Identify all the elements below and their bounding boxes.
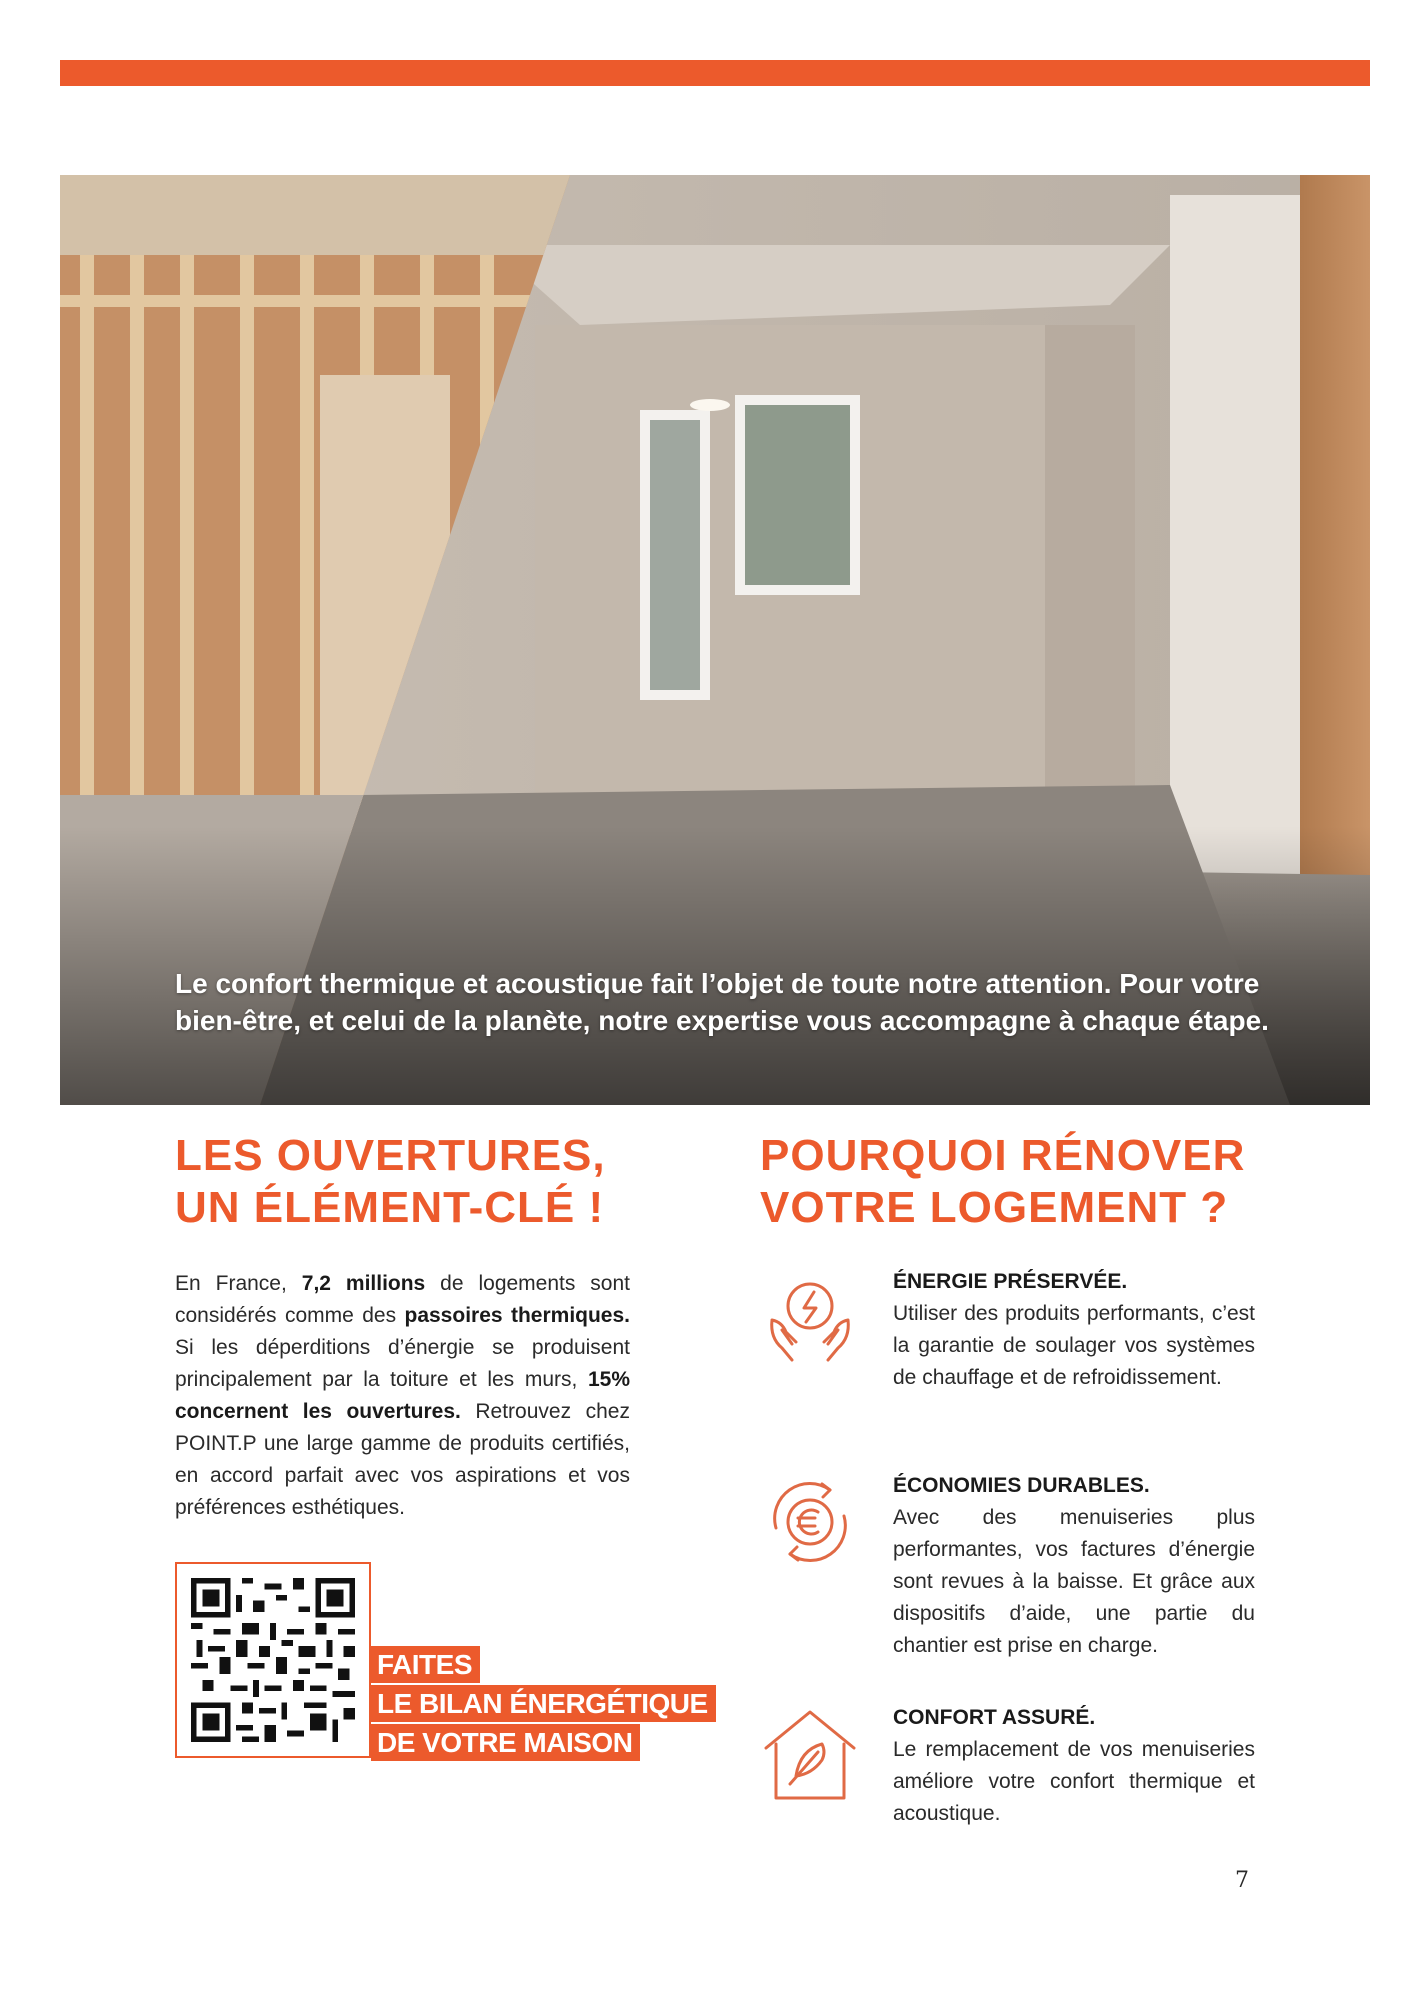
label-line: LE BILAN ÉNERGÉTIQUE [371,1685,716,1722]
house-feather-icon [760,1704,860,1804]
label-line: FAITES [371,1646,480,1683]
hero-image [60,175,1370,1105]
top-accent-bar [60,60,1370,86]
benefit-title: CONFORT ASSURÉ. [893,1706,1096,1729]
page-number: 7 [1235,1868,1249,1893]
benefit-title: ÉCONOMIES DURABLES. [893,1474,1150,1497]
intro-bold-run: 15% concernent les ouvertures. [175,1368,630,1423]
energy-audit-label[interactable] [371,1646,716,1763]
qr-code-icon [191,1578,355,1742]
benefit-text: Utiliser des produits performants, c’est la garantie de soulager vos systèmes de chauffage et de refroidissement. [893,1302,1255,1389]
hero-caption: Le confort thermique et acoustique fait l’objet de toute notre attention. Pour votre bien-être, et celui de la planète, notre expertise vous accompagne à chaque étape. [175,968,1269,1036]
intro-text-run: Si les déperditions d’énergie se produisent principalement par la toiture et les murs, [175,1336,630,1391]
heading-line: POURQUOI RÉNOVER [760,1131,1246,1180]
energy-hands-icon [760,1268,860,1368]
intro-bold-run: 7,2 millions [301,1272,426,1295]
benefit-text: Le remplacement de vos menuiseries améliore votre confort thermique et acoustique. [893,1738,1255,1825]
euro-cycle-icon [760,1472,860,1572]
benefit-text: Avec des menuiseries plus performantes, vos factures d’énergie sont revues à la baisse. Et grâce aux dispositifs d’aide, une partie du chantier est prise en charge. [893,1506,1255,1657]
openings-intro-text [175,1268,630,1524]
intro-text-run: de logements sont considérés comme des [175,1272,630,1327]
label-line: DE VOTRE MAISON [371,1724,640,1761]
openings-heading [175,1130,675,1234]
intro-text-run: Retrouvez chez POINT.P une large gamme de produits certifiés, en accord parfait avec vos aspirations et vos préférences esthétiques. [175,1400,630,1519]
energy-audit-qr-code[interactable] [175,1562,371,1758]
intro-text-run: En France, [175,1272,302,1295]
renovate-heading [760,1130,1320,1234]
benefit-title: ÉNERGIE PRÉSERVÉE. [893,1270,1128,1293]
intro-bold-run: passoires thermiques. [404,1304,630,1327]
heading-line: UN ÉLÉMENT-CLÉ ! [175,1183,605,1232]
heading-line: LES OUVERTURES, [175,1131,606,1180]
heading-line: VOTRE LOGEMENT ? [760,1183,1229,1232]
